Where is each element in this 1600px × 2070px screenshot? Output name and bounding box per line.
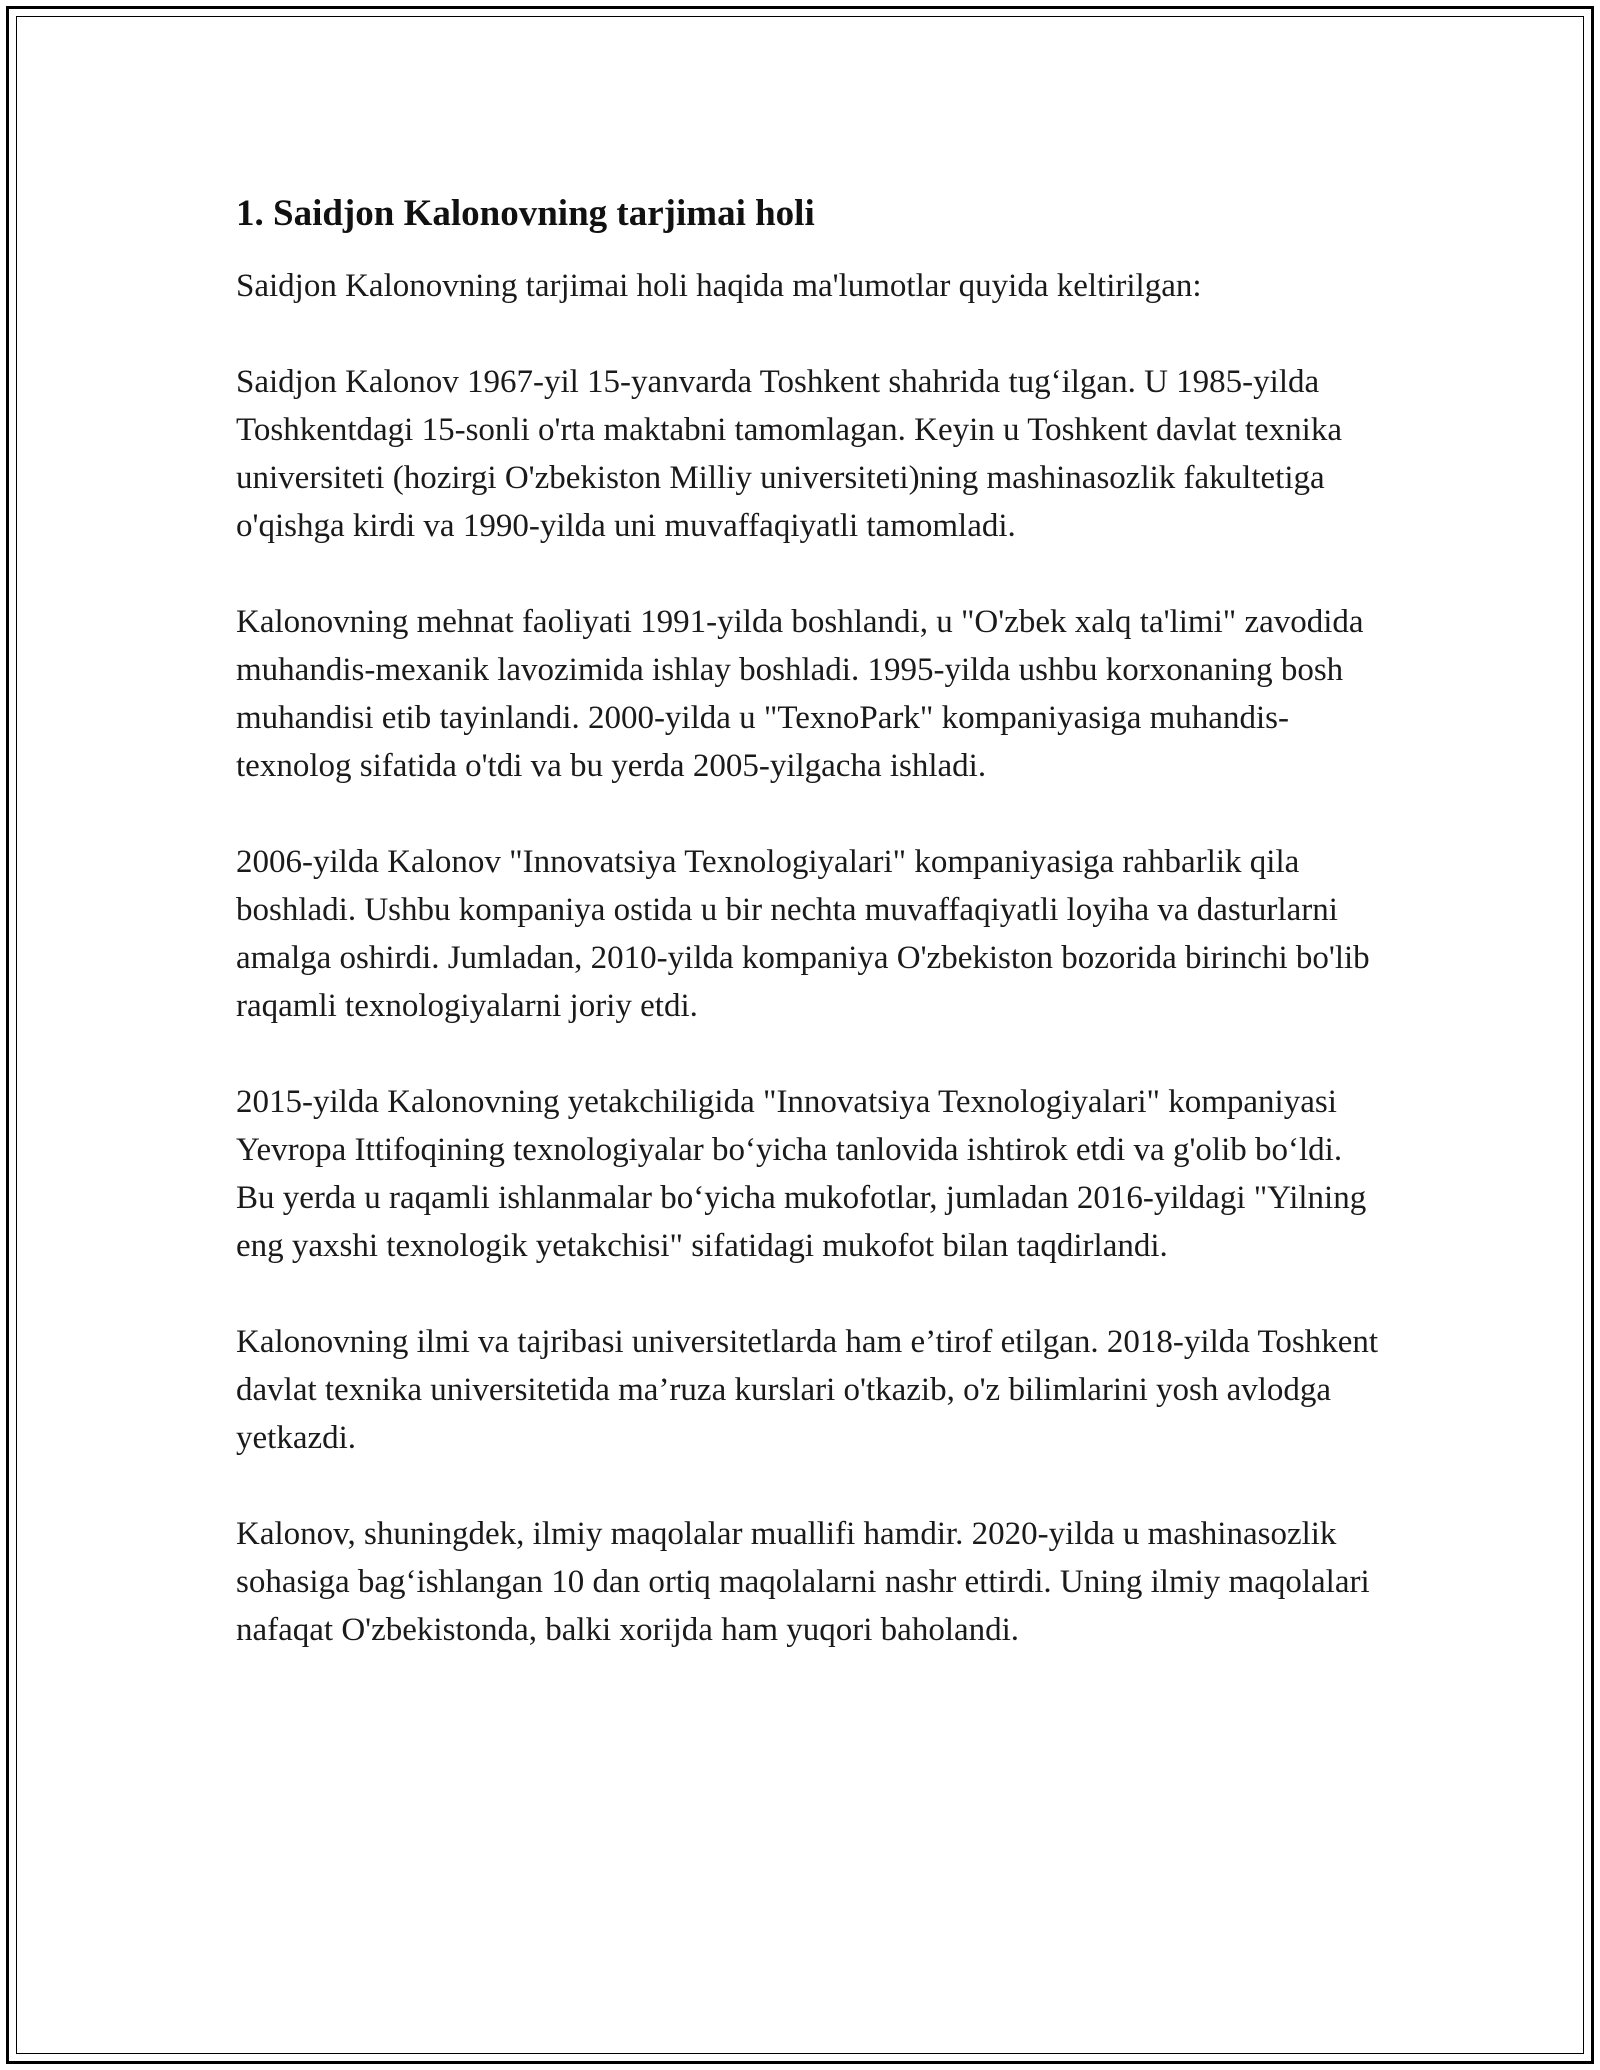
paragraph-eu-award: 2015-yilda Kalonovning yetakchiligida "Innovatsiya Texnologiyalari" kompaniyasi Yevropa Ittifoqining texnologiyalar bo‘yicha tanlovida ishtirok etdi va g'olib bo‘ldi. Bu yerda u raqamli ishlanmalar bo‘yicha mukofotlar, jumladan 2016-yildagi "Yilning eng yaxshi texnologik yetakchisi" sifatidagi mukofot bilan taqdirlandi.: [236, 1084, 1367, 1264]
paragraph-career-start: Kalonovning mehnat faoliyati 1991-yilda boshlandi, u "O'zbek xalq ta'limi" zavodida muhandis-mexanik lavozimida ishlay boshladi. 1995-yilda ushbu korxonaning bosh muhandisi etib tayinlandi. 2000-yilda u "TexnoPark" kompaniyasiga muhandis-texnolog sifatida o'tdi va bu yerda 2005-yilgacha ishladi.: [236, 604, 1364, 784]
paragraph-university-lectures: Kalonovning ilmi va tajribasi universitetlarda ham e’tirof etilgan. 2018-yilda Toshkent davlat texnika universitetida ma’ruza kurslari o'tkazib, o'z bilimlarini yosh avlodga yetkazdi.: [236, 1324, 1379, 1456]
document-body: [236, 188, 1386, 1702]
document-title: 1. Saidjon Kalonovning tarjimai holi: [236, 193, 815, 234]
paragraph-publications: Kalonov, shuningdek, ilmiy maqolalar muallifi hamdir. 2020-yilda u mashinasozlik sohasiga bag‘ishlangan 10 dan ortiq maqolalarni nashr ettirdi. Uning ilmiy maqolalari nafaqat O'zbekistonda, balki xorijda ham yuqori baholandi.: [236, 1516, 1370, 1648]
paragraph-birth-education: Saidjon Kalonov 1967-yil 15-yanvarda Toshkent shahrida tug‘ilgan. U 1985-yilda Toshkentdagi 15-sonli o'rta maktabni tamomlagan. Keyin u Toshkent davlat texnika universiteti (hozirgi O'zbekiston Milliy universiteti)ning mashinasozlik fakultetiga o'qishga kirdi va 1990-yilda uni muvaffaqiyatli tamomladi.: [236, 364, 1342, 544]
paragraph-innovation-company: 2006-yilda Kalonov "Innovatsiya Texnologiyalari" kompaniyasiga rahbarlik qila boshladi. Ushbu kompaniya ostida u bir nechta muvaffaqiyatli loyiha va dasturlarni amalga oshirdi. Jumladan, 2010-yilda kompaniya O'zbekiston bozorida birinchi bo'lib raqamli texnologiyalarni joriy etdi.: [236, 844, 1370, 1024]
intro-paragraph: Saidjon Kalonovning tarjimai holi haqida ma'lumotlar quyida keltirilgan:: [236, 268, 1202, 304]
